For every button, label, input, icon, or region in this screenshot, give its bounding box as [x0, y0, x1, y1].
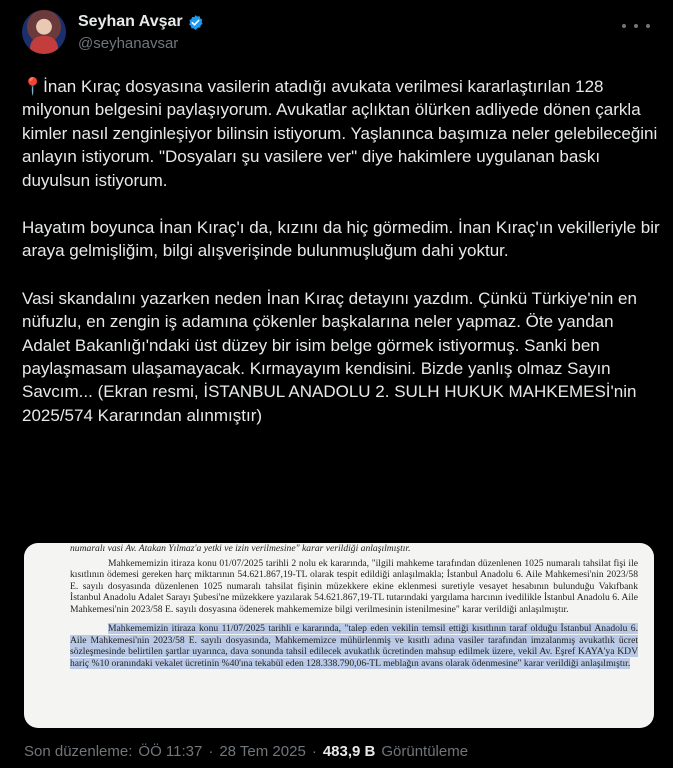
document-paragraph-2 [70, 623, 638, 669]
views-label: Görüntüleme [381, 743, 469, 760]
tweet-meta [24, 743, 468, 760]
meta-separator: · [208, 743, 214, 760]
tweet-paragraph-2: Hayatım boyunca İnan Kıraç'ı da, kızını da hiç görmedim. İnan Kıraç'ın vekilleriyle bir araya gelmişliğim, bilgi alışverişinde bulunmuşluğum dahi yoktur. [22, 218, 660, 261]
document-line-0: numaralı vasi Av. Atakan Yılmaz'a yetki ve izin verilmesine" karar verildiği anlaşılmıştır. [70, 543, 411, 554]
tweet-paragraph-3: Vasi skandalını yazarken neden İnan Kıraç detayını yazdım. Çünkü Türkiye'nin en nüfuzlu, en zengin iş adamına çökenler başkalarına neler yapmaz. Öte yandan Adalet Bakanlığı'ndaki üst düzey bir isim belge görmek istiyormuş. Sanki ben paylaşmasam ulaşamayacak. Kırmayayım kendisini. Bizde yanlış olmaz Sayın Savcım... (Ekran resmi, İSTANBUL ANADOLU 2. SULH HUKUK MAHKEMESİ'nin 2025/574 Kararından alınmıştır) [22, 288, 637, 425]
tweet-paragraph-1-text: İnan Kıraç dosyasına vasilerin atadığı avukata verilmesi kararlaştırılan 128 milyonun belgesini paylaşıyorum. Avukatlar açlıktan ölürken adliyede dönen çarkla kimler nasıl zenginleşiyor bilinsin istiyorum. Yaşlanınca başımıza neler gelebileceğini anlayın istiyorum. "Dosyaları şu vasilere ver" diye hakimlere uygulanan baskı duyulsun istiyorum. [22, 77, 658, 190]
avatar[interactable] [22, 10, 66, 54]
document-paragraph-1: Mahkememizin itiraza konu 01/07/2025 tarihli 2 nolu ek kararında, "ilgili mahkeme tarafından düzenlenen 1025 numaralı tahsilat fişi ile kısıtlının ödemesi gereken harç miktarının 54.621.867,19-TL olarak tespit edildiği anlaşılmakla; İstanbul Anadolu 6. Aile Mahkemesi'nin 2023/58 E. sayılı dosyasında düzenlenen 1025 numaralı tahsilat fişinin müzekkere ekine eklenmesi suretiyle vesayet hesabının bulunduğu Vakıfbank İstanbul Anadolu Adalet Sarayı Şubesi'ne müzekkere yazılarak 54.621.867,19-TL tutarındaki yargılama harcının ivedilikle İstanbul Anadolu 6. Aile Mahkemesi'nin 2023/58 E. sayılı dosyasına ödenerek mahkememize bilgi verilmesinin istenilmesine" karar verildiği anlaşılmıştır. [70, 557, 638, 615]
tweet-date[interactable]: 28 Tem 2025 [219, 743, 306, 760]
author-name-text[interactable]: Seyhan Avşar [78, 13, 183, 30]
document-highlight: Mahkememizin itiraza konu 11/07/2025 tarihli e kararında, "talep eden vekilin temsil ettiği kısıtlının taraf olduğu İstanbul Anadolu 6. Aile Mahkemesi'nin 2023/58 E. sayılı dosyasında, Mahkememizce mühürlenmiş ve kısıtlı adına vasiler tarafından imzalanmış avukatlık ücret sözleşmesinde belirtilen şartlar uyarınca, dava sonunda tahsil edilecek avukatlık ücretinden mahsup edilmek üzere, vekil Av. Eşref KAYA'ya KDV hariç %10 oranındaki vekalet ücretinin %40'ına tekabül eden 128.338.790,06-TL meblağın avans olarak ödenmesine" karar verildiği anlaşılmıştır. [70, 623, 638, 669]
tweet-time[interactable]: ÖÖ 11:37 [138, 743, 203, 760]
tweet-header [22, 10, 662, 62]
more-options-icon[interactable] [622, 16, 650, 36]
author-name[interactable] [78, 13, 204, 31]
tweet-paragraph-1 [22, 75, 662, 192]
tweet-text [22, 75, 662, 451]
pin-emoji-icon: 📍 [22, 77, 44, 96]
document-image[interactable] [24, 543, 654, 728]
meta-separator-2: · [311, 743, 317, 760]
views-count: 483,9 B [322, 743, 376, 760]
verified-badge-icon [187, 14, 204, 31]
author-handle[interactable]: @seyhanavsar [78, 35, 179, 52]
edited-label[interactable]: Son düzenleme: [24, 743, 133, 760]
